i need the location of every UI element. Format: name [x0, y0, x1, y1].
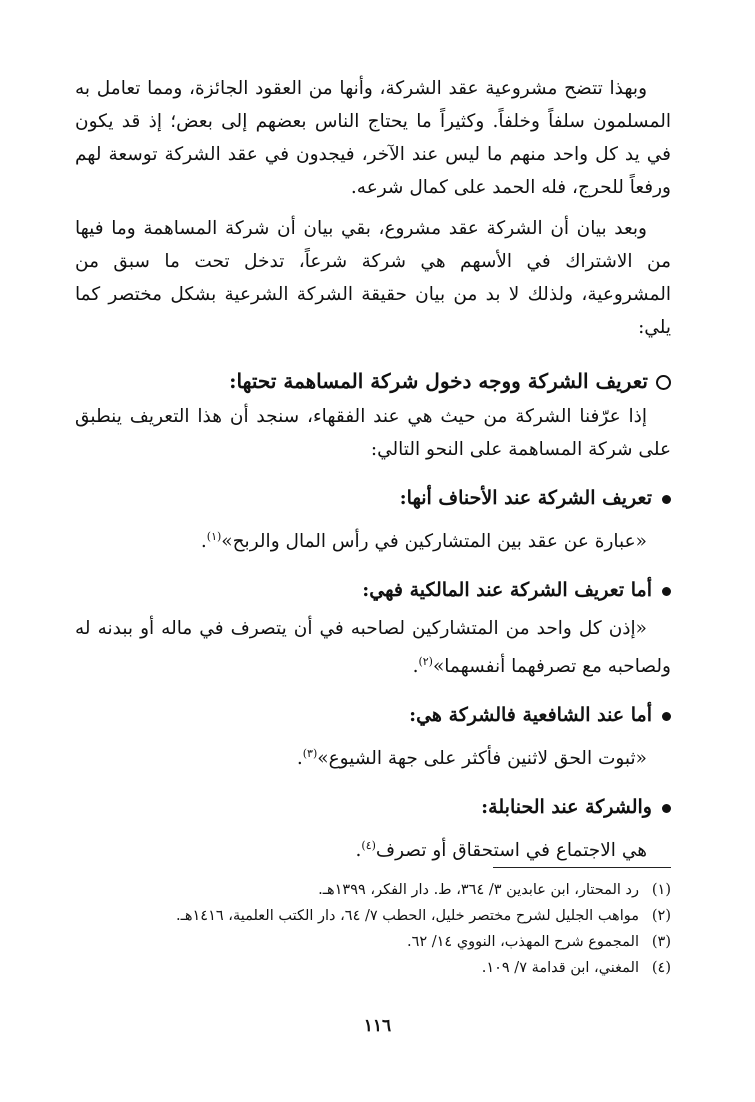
footnote-number: (١): [651, 882, 671, 898]
footnote-text: المغني، ابن قدامة ٧/ ١٠٩.: [481, 960, 639, 976]
footnote-text: مواهب الجليل لشرح مختصر خليل، الحطب ٧/ ٦٤، دار الكتب العلمية، ١٤١٦هـ.: [175, 908, 639, 924]
bullet-icon: [662, 804, 671, 813]
footnote-item: [75, 929, 671, 955]
footnote-ref-1[interactable]: (١): [206, 530, 222, 543]
paragraph-joint-stock: وبعد بيان أن الشركة عقد مشروع، بقي بيان أن شركة المساهمة وما فيها من الاشتراك في الأسهم هي شركة شرعاً، تدخل تحت ما سبق من المشروعية، ولذلك لا بد من بيان حقيقة الشركة الشرعية بشكل مختصر كما يلي:: [75, 218, 671, 338]
subheading-shafii-text: أما عند الشافعية فالشركة هي:: [409, 704, 652, 727]
footnote-item: [75, 903, 671, 929]
paragraph-definition-intro: إذا عرّفنا الشركة من حيث هي عند الفقهاء، سنجد أن هذا التعريف ينطبق على شركة المساهمة على النحو التالي:: [75, 406, 671, 460]
paragraph-legitimacy: وبهذا تتضح مشروعية عقد الشركة، وأنها من العقود الجائزة، ومما تعامل به المسلمون سلفاً وخلفاً. وكثيراً ما يحتاج الناس بعضهم إلى بعض؛ إذ قد يكون في يد كل واحد منهم ما ليس عند الآخر، فيجدون في عقد الشركة توسعة لهم ورفعاً للحرج، فله الحمد على كمال شرعه.: [75, 78, 671, 198]
footnote-ref-3[interactable]: (٣): [302, 747, 318, 761]
quote-maliki-text: «إذن كل واحد من المتشاركين لصاحبه في أن يتصرف في ماله أو ببدنه له ولصاحبه مع تصرفهما أنفسهما»: [75, 618, 671, 678]
bullet-icon: [662, 712, 671, 721]
quote-hanafi: [75, 520, 671, 558]
footnote-number: (٤): [651, 960, 671, 976]
footnote-item: [75, 955, 671, 981]
subheading-maliki: [75, 574, 671, 606]
subheading-hanbali-text: والشركة عند الحنابلة:: [481, 796, 652, 819]
section-heading-text: تعريف الشركة ووجه دخول شركة المساهمة تحتها:: [229, 369, 648, 393]
footnote-ref-4[interactable]: (٤): [361, 839, 376, 853]
quote-shafii: [75, 737, 671, 775]
subheading-shafii: [75, 699, 671, 731]
subheading-hanbali: [75, 791, 671, 823]
quote-shafii-period: .: [296, 748, 303, 770]
quote-maliki: [75, 612, 671, 683]
quote-hanafi-period: .: [200, 531, 207, 553]
quote-maliki-period: .: [412, 656, 419, 678]
subheading-hanafi-text: تعريف الشركة عند الأحناف أنها:: [399, 487, 652, 509]
subheading-maliki-text: أما تعريف الشركة عند المالكية فهي:: [362, 579, 652, 602]
footnote-text: المجموع شرح المهذب، النووي ١٤/ ٦٢.: [406, 934, 639, 950]
page-number: ١١٦: [363, 1016, 392, 1036]
quote-hanbali-text: هي الاجتماع في استحقاق أو تصرف: [375, 840, 647, 862]
footnotes: [75, 877, 671, 981]
main-text: [75, 72, 671, 874]
hollow-circle-bullet-icon: [656, 375, 671, 390]
footnote-number: (٣): [651, 934, 671, 950]
footnote-number: (٢): [651, 908, 671, 924]
footnote-item: [75, 877, 671, 903]
section-heading: [75, 364, 671, 398]
bullet-icon: [662, 587, 671, 596]
footnote-text: رد المحتار، ابن عابدين ٣/ ٣٦٤، ط. دار الفكر، ١٣٩٩هـ.: [318, 882, 639, 898]
subheading-hanafi: [75, 482, 671, 514]
quote-hanbali: [75, 829, 671, 867]
footnote-divider: [493, 867, 671, 868]
bullet-icon: [662, 495, 671, 504]
quote-hanafi-text: «عبارة عن عقد بين المتشاركين في رأس المال والربح»: [221, 531, 647, 553]
quote-shafii-text: «ثبوت الحق لاثنين فأكثر على جهة الشيوع»: [317, 748, 647, 770]
quote-hanbali-period: .: [355, 840, 362, 862]
footnote-ref-2[interactable]: (٢): [418, 655, 433, 669]
